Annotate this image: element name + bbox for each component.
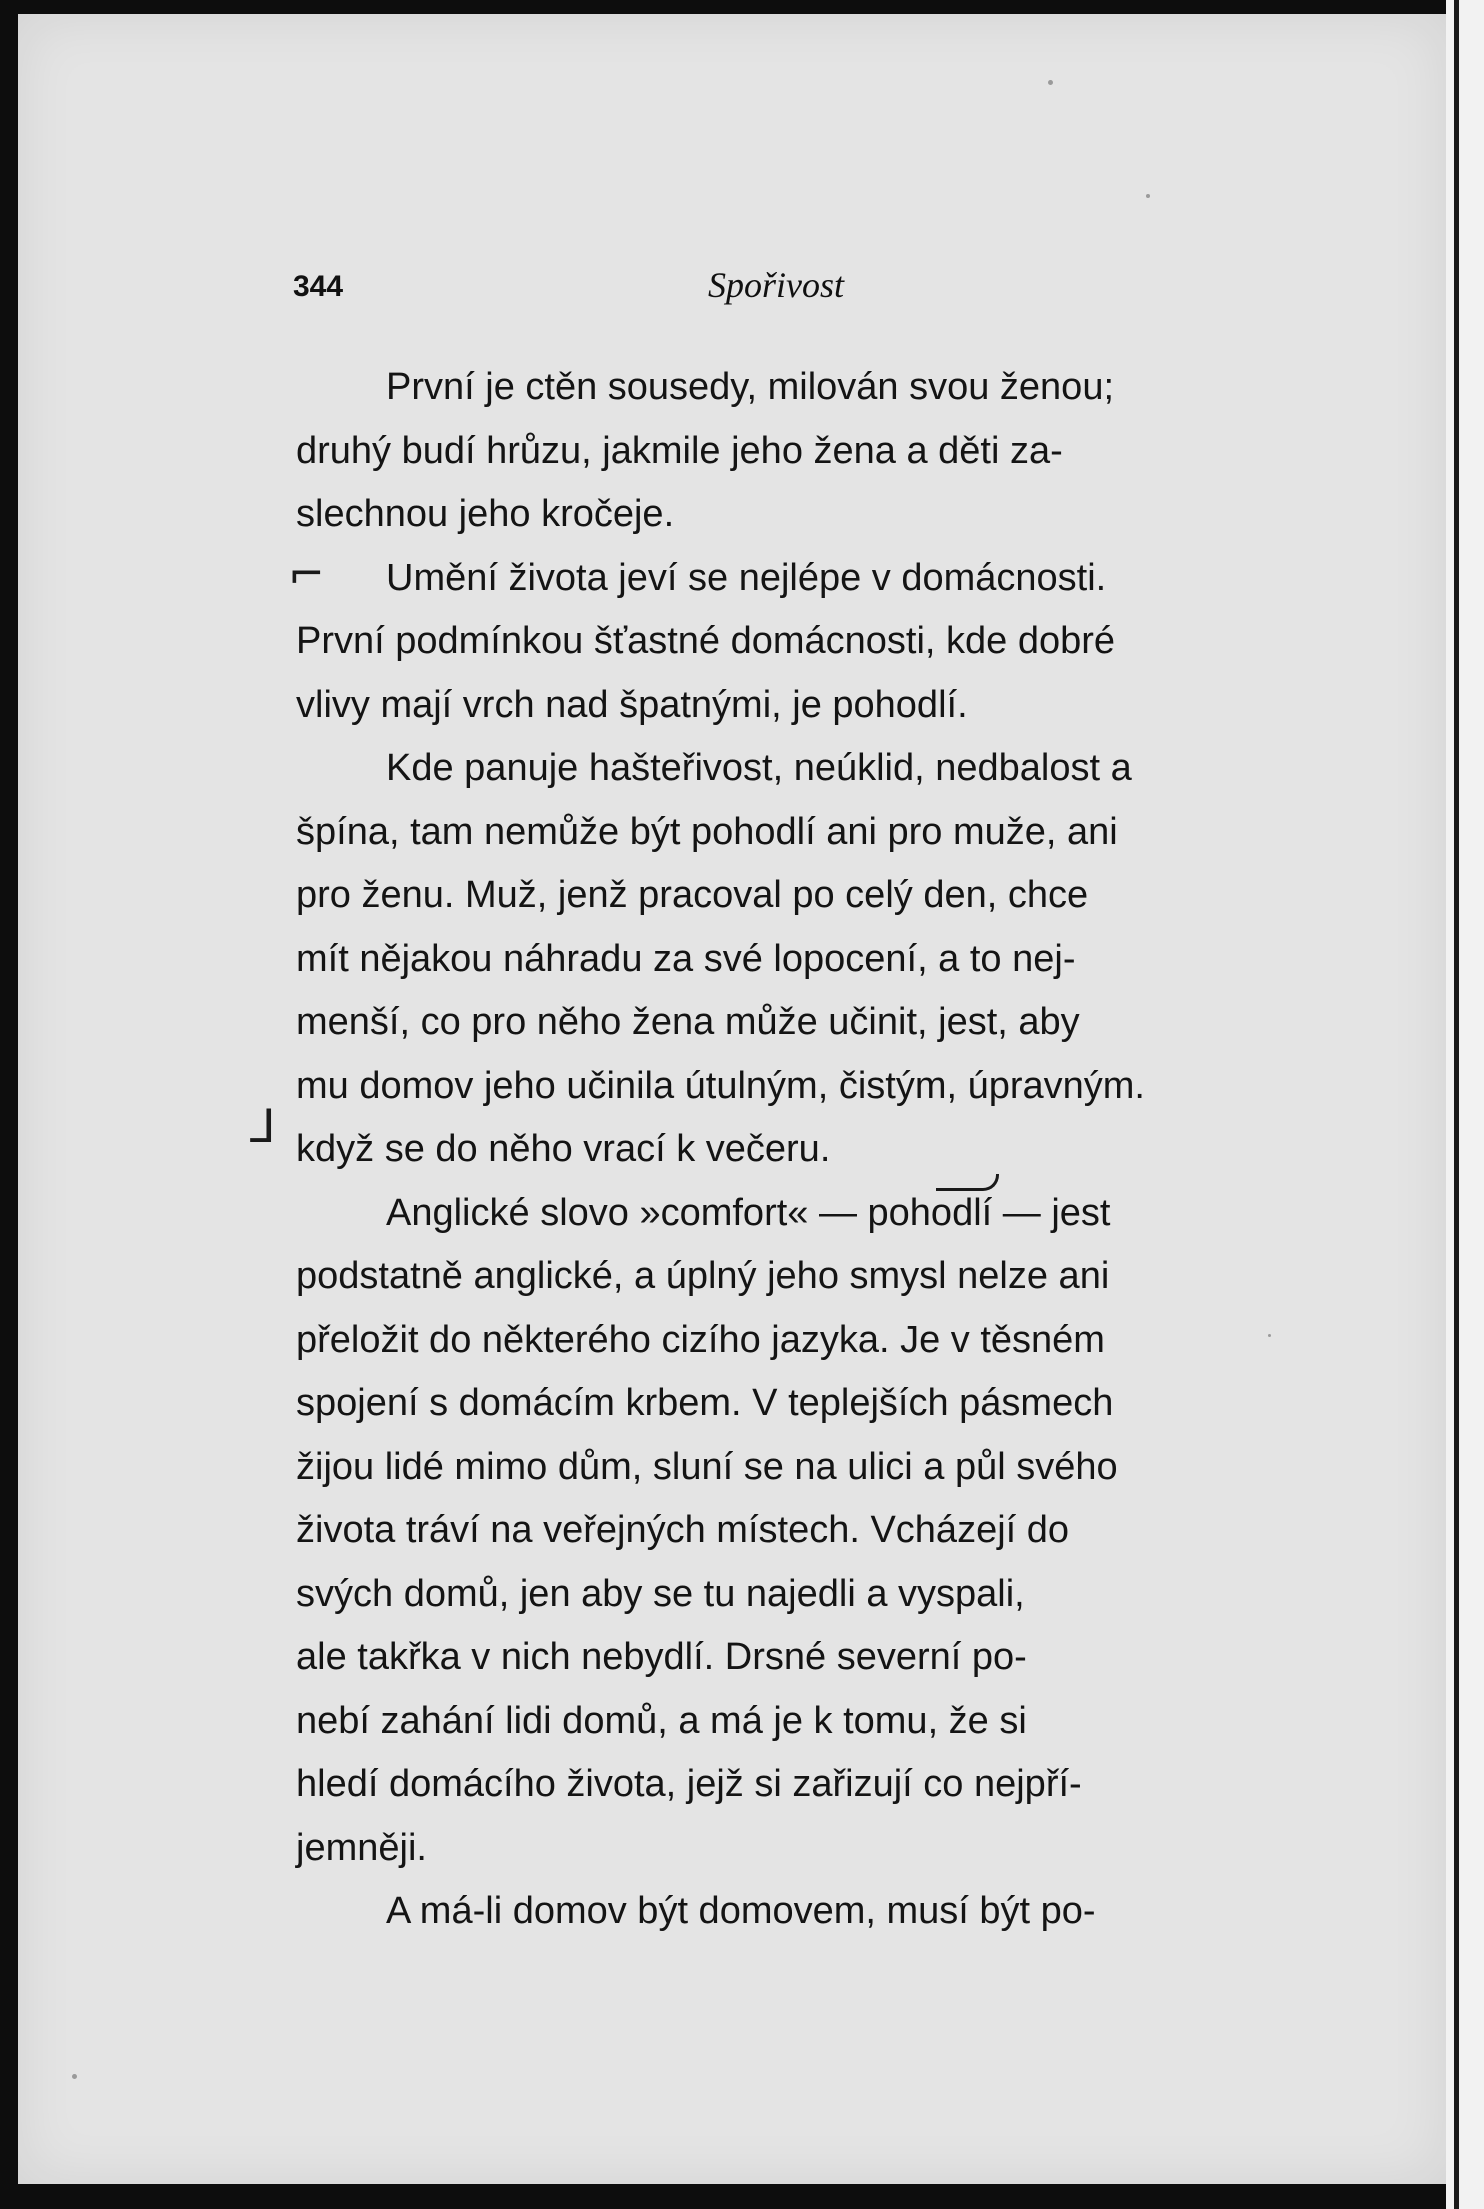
text-line: špína, tam nemůže být pohodlí ani pro muže, ani	[296, 810, 1118, 853]
text-line: vlivy mají vrch nad špatnými, je pohodlí.	[296, 683, 968, 726]
text-line: První je ctěn sousedy, milován svou ženou;	[386, 366, 1115, 408]
text-line: Kde panuje hašteřivost, neúklid, nedbalost a	[386, 747, 1132, 789]
paragraph	[296, 737, 1292, 1182]
text-line: slechnou jeho kročeje.	[296, 493, 675, 535]
text-line: nebí zahání lidi domů, a má je k tomu, že si	[296, 1699, 1027, 1742]
text-line: druhý budí hrůzu, jakmile jeho žena a děti za-	[296, 429, 1063, 472]
text-line: A má-li domov být domovem, musí být po-	[386, 1890, 1096, 1932]
scanned-page	[18, 14, 1446, 2184]
text-line: První podmínkou šťastné domácnosti, kde dobré	[296, 620, 1116, 662]
margin-bracket-close-icon: ⅃	[250, 1099, 276, 1153]
text-line: menší, co pro něho žena může učinit, jest, aby	[296, 1001, 1080, 1043]
text-line: mu domov jeho učinila útulným, čistým, úpravným.	[296, 1064, 1145, 1107]
text-line: života tráví na veřejných místech. Vcházejí do	[296, 1509, 1070, 1551]
text-line: když se do něho vrací k večeru.	[296, 1128, 831, 1170]
page-header	[18, 264, 1446, 314]
paper-speck	[1146, 194, 1150, 198]
page-number: 344	[293, 270, 344, 303]
text-line: svých domů, jen aby se tu najedli a vyspali,	[296, 1572, 1025, 1615]
page-edge	[1446, 0, 1484, 2209]
text-line: ale takřka v nich nebydlí. Drsné severní po-	[296, 1636, 1027, 1678]
paragraph	[296, 1182, 1292, 1881]
text-line: Anglické slovo »comfort« — pohodlí — jest	[386, 1191, 1111, 1234]
text-line: mít nějakou náhradu za své lopocení, a to nej-	[296, 937, 1076, 980]
paper-speck	[1048, 80, 1053, 85]
body-text	[296, 356, 1292, 1944]
text-line: hledí domácího života, jejž si zařizují co nejpří-	[296, 1763, 1082, 1805]
text-line: podstatně anglické, a úplný jeho smysl nelze ani	[296, 1255, 1110, 1297]
running-head: Spořivost	[708, 265, 845, 305]
text-line: spojení s domácím krbem. V teplejších pásmech	[296, 1382, 1114, 1424]
text-line: přeložit do některého cizího jazyka. Je v těsném	[296, 1318, 1105, 1361]
paragraph	[296, 356, 1292, 547]
text-line: Umění života jeví se nejlépe v domácnosti.	[386, 556, 1107, 599]
text-line: žijou lidé mimo dům, sluní se na ulici a půl svého	[296, 1445, 1118, 1488]
paragraph	[296, 1880, 1292, 1944]
paper-speck	[72, 2074, 77, 2079]
paragraph	[296, 547, 1292, 738]
paper-speck	[1268, 1334, 1271, 1337]
text-line: pro ženu. Muž, jenž pracoval po celý den, chce	[296, 874, 1089, 916]
margin-bracket-open-icon: ⌐	[288, 549, 325, 600]
text-line: jemněji.	[296, 1826, 427, 1869]
